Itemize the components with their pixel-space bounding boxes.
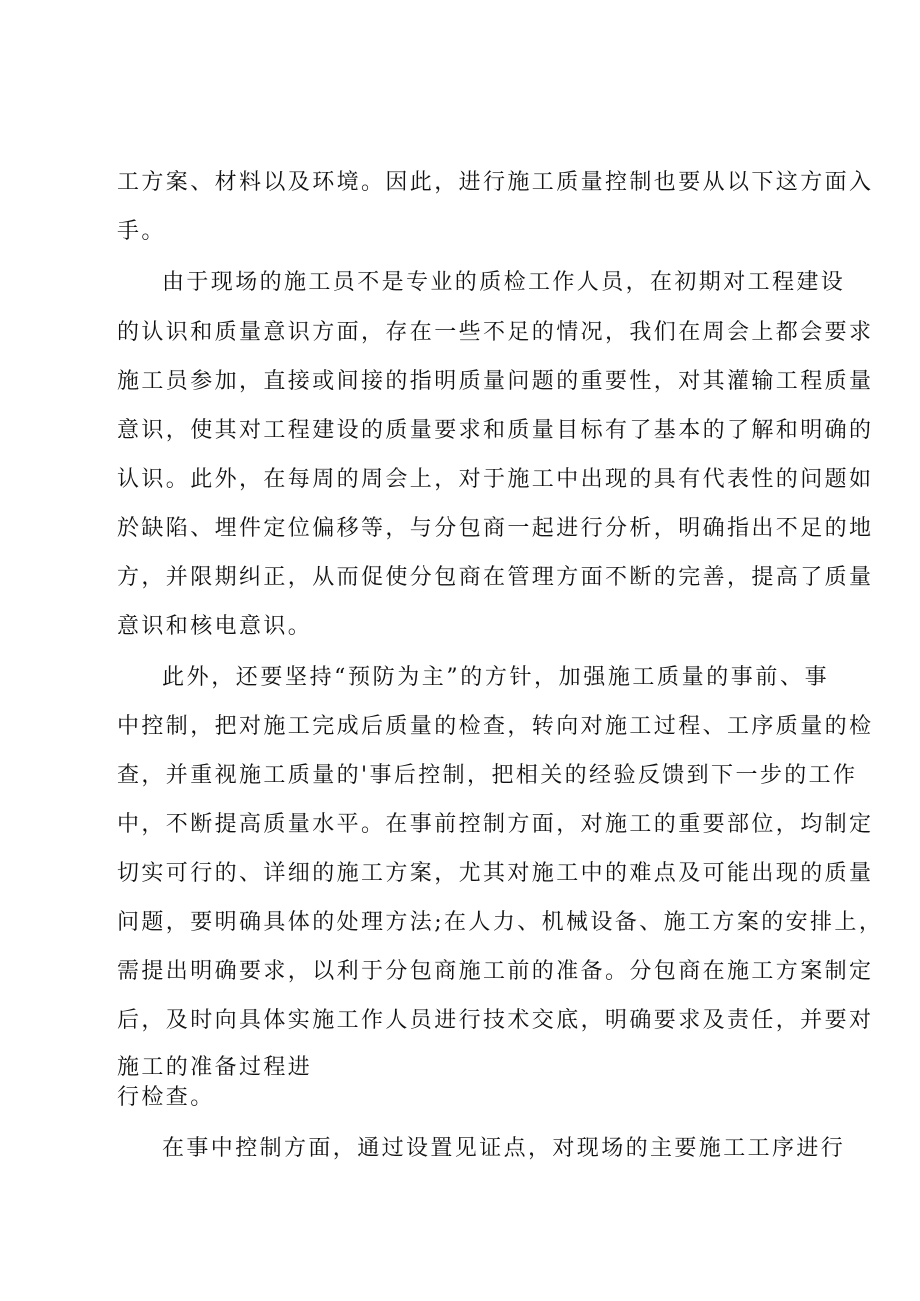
text-line: 中，不断提高质量水平。在事前控制方面，对施工的重要部位，均制定 (117, 812, 874, 837)
text-line: 意识和核电意识。 (117, 614, 313, 639)
text-line: 的认识和质量意识方面，存在一些不足的情况，我们在周会上都会要求 (117, 320, 874, 345)
text-line: 意识，使其对工程建设的质量要求和质量目标有了基本的了解和明确的 (117, 418, 874, 443)
text-line: 行检查。 (117, 1085, 215, 1110)
paragraph-first-line: 由于现场的施工员不是专业的质检工作人员，在初期对工程建设 (162, 270, 846, 295)
text-line: 认识。此外，在每周的周会上，对于施工中出现的具有代表性的问题如 (117, 467, 874, 492)
text-line: 施工的准备过程进 (117, 1055, 313, 1080)
text-line: 切实可行的、详细的施工方案，尤其对施工中的难点及可能出现的质量 (117, 861, 874, 886)
text-line: 查，并重视施工质量的'事后控制，把相关的经验反馈到下一步的工作 (117, 763, 858, 788)
text-line: 问题，要明确具体的处理方法;在人力、机械设备、施工方案的安排上， (117, 910, 884, 935)
text-line: 方，并限期纠正，从而促使分包商在管理方面不断的完善，提高了质量 (117, 565, 874, 590)
text-line: 需提出明确要求，以利于分包商施工前的准备。分包商在施工方案制定 (117, 959, 874, 984)
text-line: 施工员参加，直接或间接的指明质量问题的重要性，对其灌输工程质量 (117, 369, 874, 394)
paragraph-first-line: 在事中控制方面，通过设置见证点，对现场的主要施工工序进行 (162, 1136, 846, 1161)
text-line: 手。 (117, 219, 166, 244)
paragraph-first-line: 此外，还要坚持“预防为主”的方针，加强施工质量的事前、事 (162, 665, 829, 690)
text-line: 后，及时向具体实施工作人员进行技术交底，明确要求及责任，并要对 (117, 1008, 874, 1033)
text-line: 工方案、材料以及环境。因此，进行施工质量控制也要从以下这方面入 (117, 170, 874, 195)
text-line: 中控制，把对施工完成后质量的检查，转向对施工过程、工序质量的检 (117, 714, 874, 739)
text-line: 於缺陷、埋件定位偏移等，与分包商一起进行分析，明确指出不足的地 (117, 516, 874, 541)
